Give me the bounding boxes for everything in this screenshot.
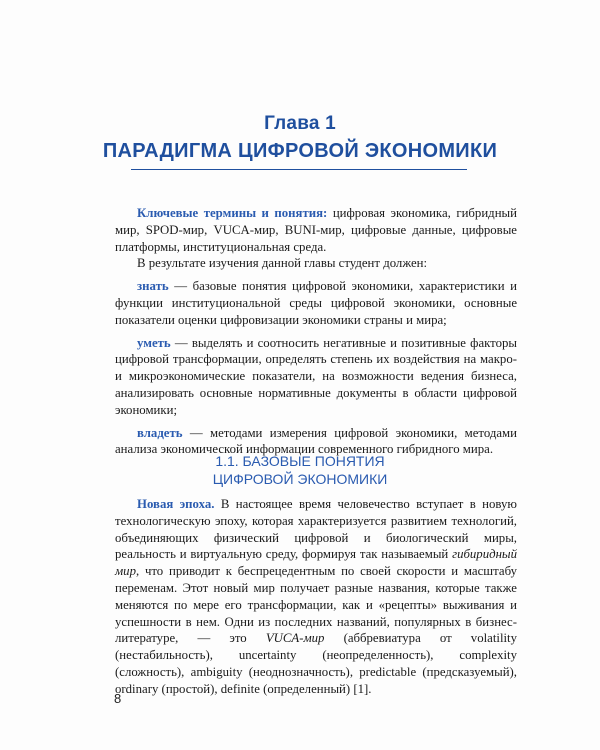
- can-label: уметь: [137, 335, 171, 350]
- chapter-number: Глава 1: [264, 113, 336, 134]
- new-era-label: Новая эпоха.: [137, 497, 215, 511]
- own-text: — методами измерения цифровой экономики, методами анализа экономической информации современного гибридного мира.: [115, 425, 517, 457]
- page-number: 8: [114, 691, 122, 706]
- section-heading-line1: 1.1. БАЗОВЫЕ ПОНЯТИЯ: [215, 453, 385, 469]
- can-paragraph: [115, 335, 517, 419]
- know-paragraph: [115, 278, 517, 328]
- new-era-text2: , что приводит к беспрецедентным по своей скорости и масштабу переменам. Этот новый мир получает разные названия, которые также меняются по мере его трансформации, как и «рецепты» выживания и успешности в нем. Одни из последних названий, популярных в бизнес-литературе, — это: [115, 564, 517, 646]
- know-text: — базовые понятия цифровой экономики, характеристики и функции институциональной среды цифровой экономики, основные показатели оценки цифровизации экономики страны и мира;: [115, 279, 517, 327]
- key-terms-label: Ключевые термины и понятия:: [137, 206, 328, 220]
- section-heading-line2: ЦИФРОВОЙ ЭКОНОМИКИ: [212, 471, 388, 487]
- result-paragraph: В результате изучения данной главы студент должен:: [137, 256, 428, 271]
- vuca-world-term: VUCA-мир: [265, 631, 325, 646]
- own-label: владеть: [137, 425, 183, 440]
- key-terms-text: цифровая экономика, гибридный мир, SPOD-мир, VUCA-мир, BUNI-мир, цифровые данные, цифровые платформы, институциональная среда.: [115, 206, 517, 254]
- section-body: [115, 496, 517, 698]
- new-era-text1: В настоящее время человечество вступает в новую технологическую эпоху, которая характеризуется развитием технологий, объединяющих физический цифровой и биологический миры, реальность и виртуальную среду, формируя так называемый: [115, 497, 517, 562]
- can-text: — выделять и соотносить негативные и позитивные факторы цифровой трансформации, определять степень их воздействия на макро- и микроэкономические показатели, на возможности ведения бизнеса, анализировать основные нормативные документы в области цифровой экономики;: [115, 335, 517, 417]
- know-label: знать: [137, 279, 169, 294]
- new-era-text3: (аббревиатура от volatility (нестабильность), uncertainty (неопределенность), complexity (сложность), ambiguity (неоднозначность), predictable (предсказуемый), ordinary (простой), definite (определенный) [1].: [115, 631, 518, 696]
- chapter-intro: [115, 205, 517, 458]
- section-heading: [0, 452, 600, 488]
- chapter-title: ПАРАДИГМА ЦИФРОВОЙ ЭКОНОМИКИ: [102, 140, 498, 162]
- key-terms-paragraph: [115, 205, 517, 255]
- hybrid-world-term: гибиридный мир: [115, 547, 517, 579]
- title-underline: [131, 169, 467, 170]
- new-era-paragraph: [115, 496, 517, 698]
